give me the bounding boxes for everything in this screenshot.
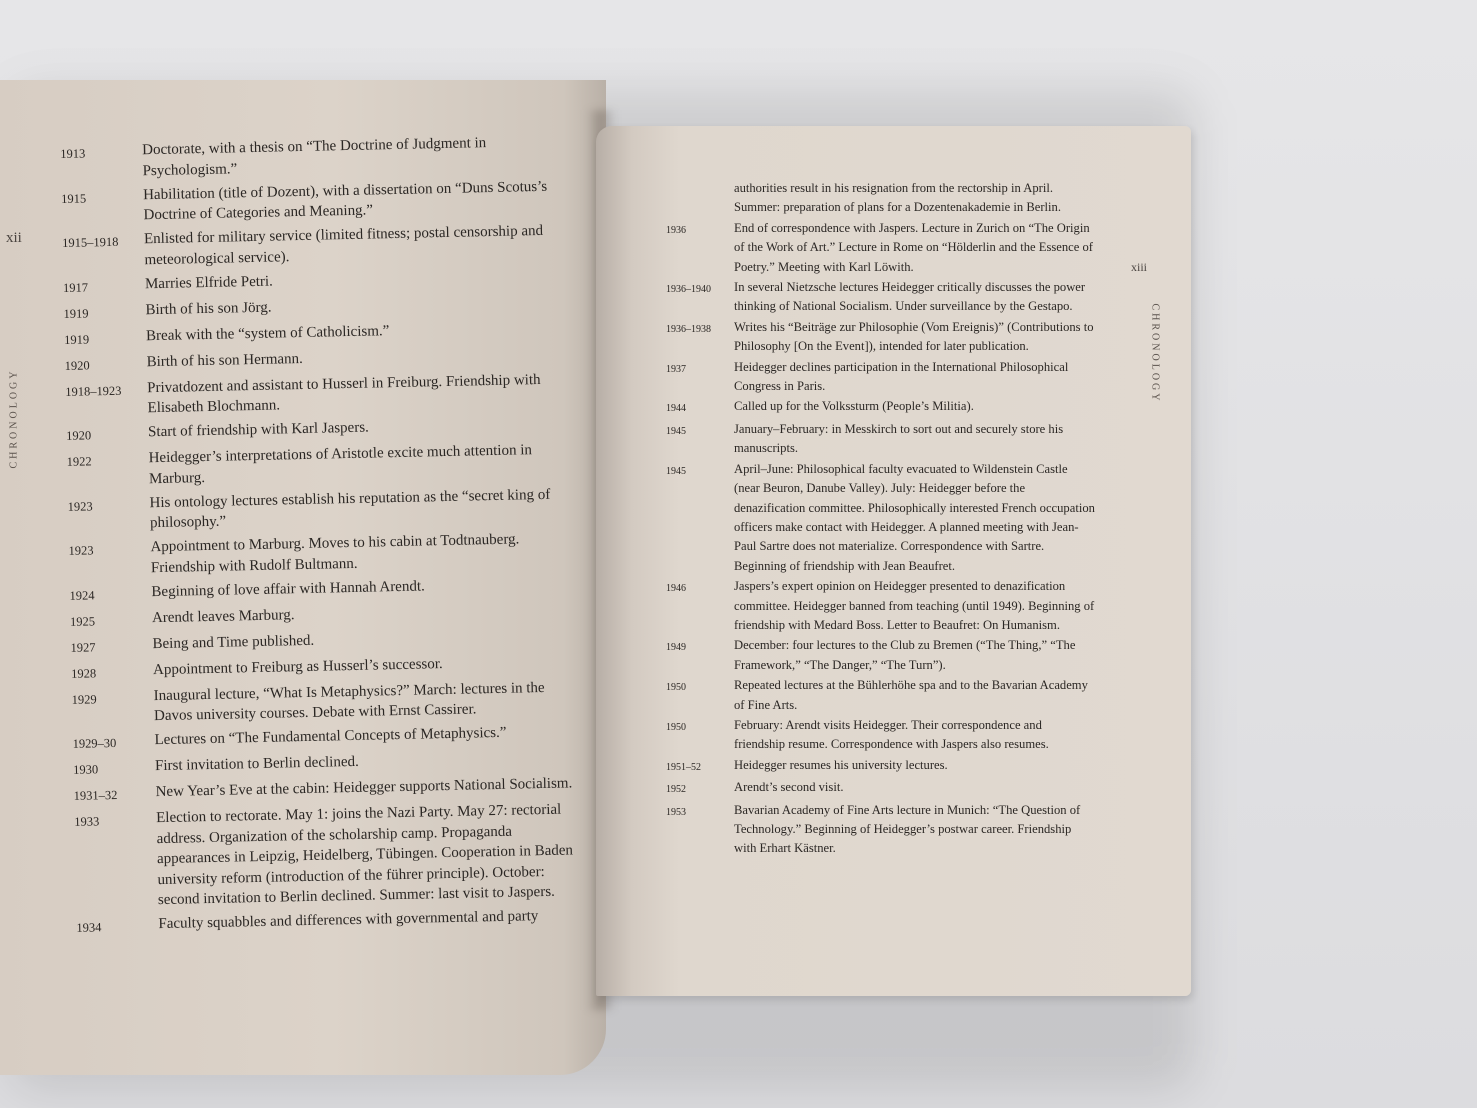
entry-text: Called up for the Volkssturm (People’s Militia). bbox=[734, 399, 974, 414]
entry-text: His ontology lectures establish his reputation as the “secret king of philosophy.” bbox=[149, 486, 551, 532]
entry-year: 1919 bbox=[63, 331, 90, 347]
entry-year: 1946 bbox=[666, 583, 686, 595]
chronology-entry bbox=[71, 677, 572, 728]
entry-year: 1936–1938 bbox=[666, 323, 711, 335]
entry-year: 1953 bbox=[666, 806, 686, 818]
entry-text: Heidegger declines participation in the International Philosophical Congress in Paris. bbox=[734, 359, 1069, 394]
entry-year: 1925 bbox=[69, 613, 96, 629]
entry-year: 1929 bbox=[71, 691, 97, 707]
entry-year: 1917 bbox=[62, 279, 89, 295]
entry-text: Repeated lectures at the Bühlerhöhe spa and to the Bavarian Academy of Fine Arts. bbox=[734, 678, 1088, 712]
entry-year: 1931–32 bbox=[73, 787, 118, 803]
entry-text: Doctorate, with a thesis on “The Doctrine of Judgment in Psychologism.” bbox=[142, 135, 487, 179]
chronology-entry bbox=[62, 221, 563, 272]
entry-year: 1936 bbox=[666, 224, 686, 236]
left-chronology-list bbox=[60, 132, 577, 942]
entry-text: End of correspondence with Jaspers. Lecture in Zurich on “The Origin of the Work of Art.” Lecture in Rome on “Hölderlin and the Essence of Poetry.” Meeting with Karl Löwith. bbox=[734, 220, 1093, 274]
entry-text: February: Arendt visits Heidegger. Their correspondence and friendship resume. Correspondence with Jaspers also resumes. bbox=[734, 717, 1049, 752]
entry-year: 1945 bbox=[666, 425, 686, 437]
entry-year: 1950 bbox=[666, 721, 686, 733]
entry-text: Habilitation (title of Dozent), with a dissertation on “Duns Scotus’s Doctrine of Categories and Meaning.” bbox=[142, 178, 548, 224]
entry-text: Writes his “Beiträge zur Philosophie (Vom Ereignis)” (Contributions to Philosophy [On the Event]), intended for later publication. bbox=[734, 319, 1094, 354]
chronology-entry bbox=[666, 801, 1096, 859]
entry-text: Being and Time published. bbox=[152, 632, 315, 652]
entry-year: 1934 bbox=[76, 920, 102, 935]
chronology-entry bbox=[666, 278, 1096, 317]
chronology-entry bbox=[666, 577, 1096, 635]
entry-year: 1915–1918 bbox=[61, 234, 119, 250]
entry-text: Inaugural lecture, “What Is Metaphysics?” March: lectures in the Davos university courses. Debate with Ernst Cassirer. bbox=[153, 679, 545, 725]
chronology-entry bbox=[68, 528, 569, 579]
left-page bbox=[0, 80, 606, 1075]
chronology-entry bbox=[67, 484, 568, 535]
chronology-entry bbox=[66, 439, 567, 490]
entry-text: Break with the “system of Catholicism.” bbox=[145, 322, 390, 344]
entry-text: Appointment to Marburg. Moves to his cabin at Todtnauberg. Friendship with Rudolf Bultmann. bbox=[150, 531, 520, 576]
entry-year: 1920 bbox=[64, 357, 90, 373]
entry-year: 1933 bbox=[74, 814, 100, 829]
entry-text: Election to rectorate. May 1: joins the Nazi Party. May 27: rectorial address. Organization of the scholarship camp. Propaganda appearances in Leipzig, Heidelberg, Tübingen. Cooperation in Baden university reform (introduction of the führer principle). October: second invitation to Berlin declined. Summer: last visit to Jaspers. bbox=[156, 801, 574, 909]
entry-text: Arendt’s second visit. bbox=[734, 780, 844, 795]
entry-text: Birth of his son Hermann. bbox=[146, 350, 303, 370]
right-page-folio: xiii bbox=[1131, 260, 1148, 274]
chronology-entry bbox=[666, 756, 1096, 777]
entry-text: January–February: in Messkirch to sort out and securely store his manuscripts. bbox=[734, 421, 1064, 456]
entry-year: 1950 bbox=[666, 682, 686, 694]
right-page bbox=[596, 126, 1191, 996]
entry-text: Heidegger resumes his university lectures. bbox=[734, 757, 948, 772]
left-page-folio: xii bbox=[6, 230, 22, 246]
entry-text: Beginning of love affair with Hannah Arendt. bbox=[151, 577, 425, 600]
chronology-entry bbox=[666, 219, 1096, 277]
entry-text: Marries Elfride Petri. bbox=[144, 273, 274, 292]
entry-year: 1923 bbox=[67, 498, 93, 514]
chronology-entry bbox=[666, 420, 1096, 459]
entry-year: 1952 bbox=[666, 784, 686, 796]
entry-year: 1951–52 bbox=[666, 761, 701, 773]
entry-text: Arendt leaves Marburg. bbox=[151, 606, 295, 626]
chronology-entry bbox=[666, 716, 1096, 755]
chronology-entry bbox=[60, 132, 561, 183]
entry-text: New Year’s Eve at the cabin: Heidegger supports National Socialism. bbox=[155, 775, 573, 801]
entry-year: 1945 bbox=[666, 465, 686, 477]
entry-year: 1919 bbox=[63, 305, 89, 321]
entry-year: 1920 bbox=[66, 428, 92, 443]
chronology-entry bbox=[666, 676, 1096, 715]
entry-text: Birth of his son Jörg. bbox=[145, 299, 272, 318]
entry-year: 1924 bbox=[69, 587, 95, 603]
entry-year: 1923 bbox=[68, 543, 94, 558]
chronology-entry bbox=[666, 636, 1096, 675]
right-chronology-list bbox=[666, 179, 1096, 860]
entry-year: 1930 bbox=[73, 762, 99, 777]
entry-year: 1913 bbox=[60, 146, 86, 161]
entry-year: 1928 bbox=[70, 665, 97, 681]
chronology-entry bbox=[666, 778, 1096, 799]
right-running-head: CHRONOLOGY bbox=[1149, 303, 1161, 404]
entry-year: 1929–30 bbox=[72, 735, 117, 751]
chronology-entry bbox=[666, 397, 1096, 418]
entry-year: 1937 bbox=[666, 363, 686, 375]
chronology-entry bbox=[666, 358, 1096, 397]
entry-text: First invitation to Berlin declined. bbox=[154, 753, 359, 775]
left-running-head: CHRONOLOGY bbox=[8, 368, 20, 469]
entry-text: Bavarian Academy of Fine Arts lecture in Munich: “The Question of Technology.” Beginning of Heidegger’s postwar career. Friendship with Erhart Kästner. bbox=[734, 802, 1081, 856]
entry-year: 1927 bbox=[70, 639, 96, 655]
entry-text: Jaspers’s expert opinion on Heidegger presented to denazification committee. Heidegger banned from teaching (until 1949). Beginning of friendship with Medard Boss. Letter to Beaufret: On Humanism. bbox=[734, 579, 1095, 632]
entry-text: Faculty squabbles and differences with governmental and party bbox=[158, 908, 539, 933]
entry-text: Start of friendship with Karl Jaspers. bbox=[147, 419, 370, 441]
entry-year: 1936–1940 bbox=[666, 284, 711, 296]
continued-entry-text: authorities result in his resignation from the rectorship in April. Summer: preparation of plans for a Dozentenakademie in Berlin. bbox=[734, 181, 1061, 215]
entry-year: 1944 bbox=[666, 403, 686, 415]
entry-text: Enlisted for military service (limited fitness; postal censorship and meteorological service). bbox=[143, 222, 544, 268]
entry-text: Privatdozent and assistant to Husserl in Freiburg. Friendship with Elisabeth Blochmann. bbox=[146, 371, 541, 417]
entry-year: 1922 bbox=[66, 454, 92, 469]
entry-text: April–June: Philosophical faculty evacuated to Wildenstein Castle (near Beuron, Danube Valley). July: Heidegger before the denazification committee. Philosophically interested French occupation officers make contact with Heidegger. A planned meeting with Jean-Paul Sartre does not materialize. Correspondence with Sartre. Beginning of friendship with Jean Beaufret. bbox=[734, 461, 1095, 573]
entry-text: Lectures on “The Fundamental Concepts of Metaphysics.” bbox=[154, 724, 507, 749]
chronology-entry bbox=[666, 318, 1096, 357]
entry-text: In several Nietzsche lectures Heidegger critically discusses the power thinking of National Socialism. Under surveillance by the Gestapo. bbox=[734, 280, 1086, 314]
entry-year: 1918–1923 bbox=[65, 383, 122, 399]
entry-text: December: four lectures to the Club zu Bremen (“The Thing,” “The Framework,” “The Danger,” “The Turn”). bbox=[734, 638, 1076, 672]
entry-year: 1949 bbox=[666, 642, 686, 654]
entry-year: 1915 bbox=[61, 190, 87, 206]
chronology-entry bbox=[65, 369, 566, 420]
entry-text: Appointment to Freiburg as Husserl’s successor. bbox=[152, 655, 443, 678]
chronology-entry bbox=[74, 799, 576, 912]
chronology-entry bbox=[666, 460, 1096, 576]
entry-text: Heidegger’s interpretations of Aristotle excite much attention in Marburg. bbox=[148, 442, 533, 487]
chronology-entry bbox=[61, 176, 562, 227]
